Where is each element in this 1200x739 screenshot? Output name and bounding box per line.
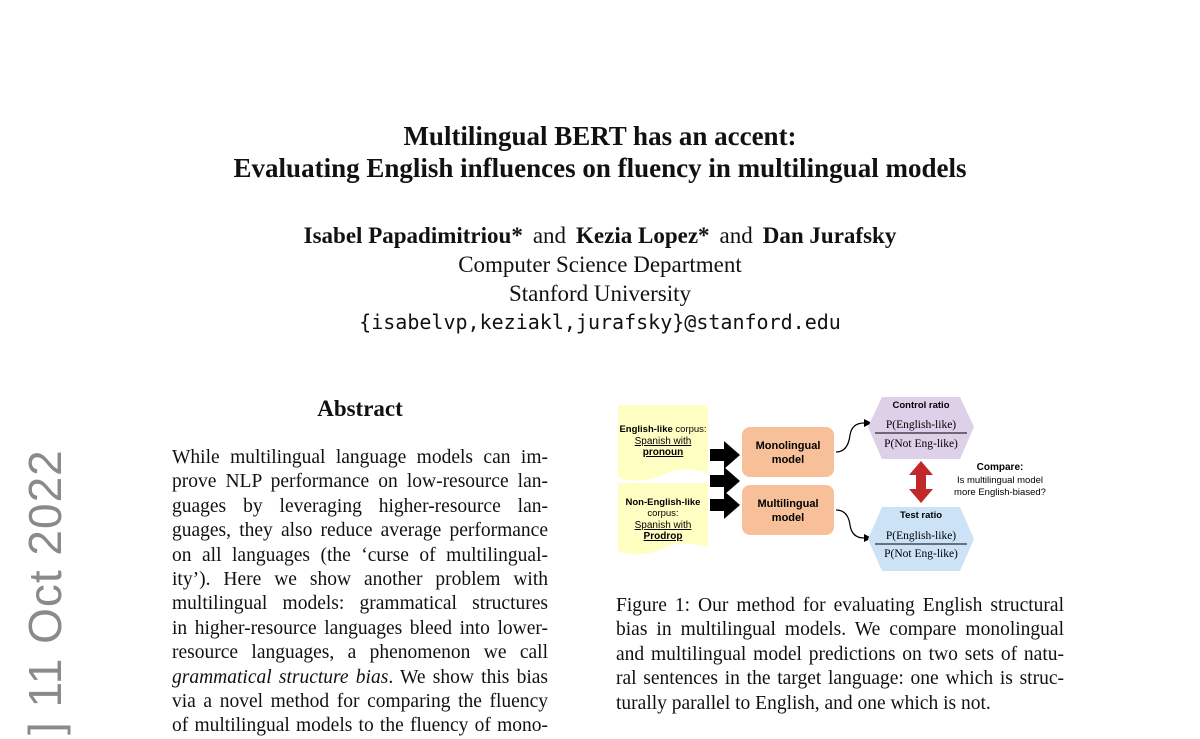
caption-line: bias in multilingual models. We compare monolingual [616,619,1064,641]
abstract-term: grammatical structure bias [172,666,389,688]
author-list [0,222,1200,250]
abstract-heading: Abstract [317,396,403,421]
caption-line: turally parallel to English, and one which is not. [616,692,991,714]
affiliation-department: Computer Science Department [458,252,742,277]
author-1: Isabel Papadimitriou* [303,223,523,248]
arrow-right-icon [710,491,740,519]
double-arrow-icon [909,461,933,503]
abstract-line: guages by leveraging higher-resource lan- [172,495,548,517]
monolingual-label-2: model [771,454,805,466]
title-line-1: Multilingual BERT has an accent: [403,121,797,151]
non-english-like-link-bold: Prodrop [643,531,683,542]
author-2: Kezia Lopez* [576,223,710,248]
control-ratio-label: Control ratio [892,400,950,411]
english-like-rest: corpus: [672,424,707,435]
multilingual-label-2: model [771,512,805,524]
control-ratio-denominator: P(Not Eng-like) [884,438,958,450]
abstract-body [172,446,548,739]
title-line-2: Evaluating English influences on fluency in multilingual models [233,153,967,183]
figure-caption [616,594,1064,716]
compare-line-2: more English-biased? [954,487,1046,498]
abstract-line: multilingual models: grammatical structures [172,593,548,615]
monolingual-model-box [742,427,834,477]
abstract-line: via a novel method for comparing the fluency [172,691,548,713]
curved-arrow-icon [836,423,864,452]
abstract-line: resource languages, a phenomenon we call [172,642,548,664]
abstract-line: prove NLP performance on low-resource lan- [172,471,548,493]
multilingual-label: Multilingual [757,498,819,510]
test-ratio-denominator: P(Not Eng-like) [884,548,958,560]
control-ratio-numerator: P(English-like) [885,419,957,431]
multilingual-model-box [742,485,834,535]
monolingual-label: Monolingual [755,440,821,452]
english-like-heading [619,424,706,435]
english-like-link-bold: pronoun [642,447,684,458]
method-diagram [612,395,1072,575]
non-english-like-link: Spanish with [634,520,692,531]
author-emails[interactable]: {isabelvp,keziakl,jurafsky}@stanford.edu [359,310,841,334]
non-english-like-bold: Non-English-like [625,497,701,508]
english-like-link: Spanish with [634,436,692,447]
abstract-line-emphasis [172,666,548,690]
arrow-right-icon [710,441,740,469]
compare-label: Compare: [976,462,1024,473]
abstract-line-rest: . We show this bias [388,666,548,688]
test-ratio-numerator: P(English-like) [885,530,957,542]
author-separator: and [719,223,753,248]
abstract-line: in higher-resource languages bleed into lower- [172,617,548,639]
abstract-line: of multilingual models to the fluency of mono- [172,715,548,737]
caption-line: ral sentences in the target language: one which is struc- [616,668,1064,690]
compare-line-1: Is multilingual model [956,475,1044,486]
non-english-like-rest: corpus: [647,508,679,519]
abstract-line: ity’). Here we show another problem with [172,569,548,591]
abstract-line: While multilingual language models can im- [172,447,548,468]
caption-line: Figure 1: Our method for evaluating English structural [616,595,1064,616]
test-ratio-label: Test ratio [899,510,943,521]
english-like-bold: English-like [619,424,673,435]
paper-title [0,120,1200,184]
affiliation-university: Stanford University [508,281,692,306]
abstract-line: on all languages (the ‘curse of multilingual- [172,544,548,566]
curved-arrow-icon [836,510,864,538]
figure-1 [612,395,1072,575]
arrow-right-icon [710,467,740,495]
abstract-line: guages, they also reduce average performance [172,520,548,542]
caption-line: and multilingual model predictions on two sets of natu- [616,643,1064,665]
arxiv-stamp: ] 11 Oct 2022 [19,449,71,735]
author-3: Dan Jurafsky [762,223,897,248]
author-separator: and [532,223,567,248]
